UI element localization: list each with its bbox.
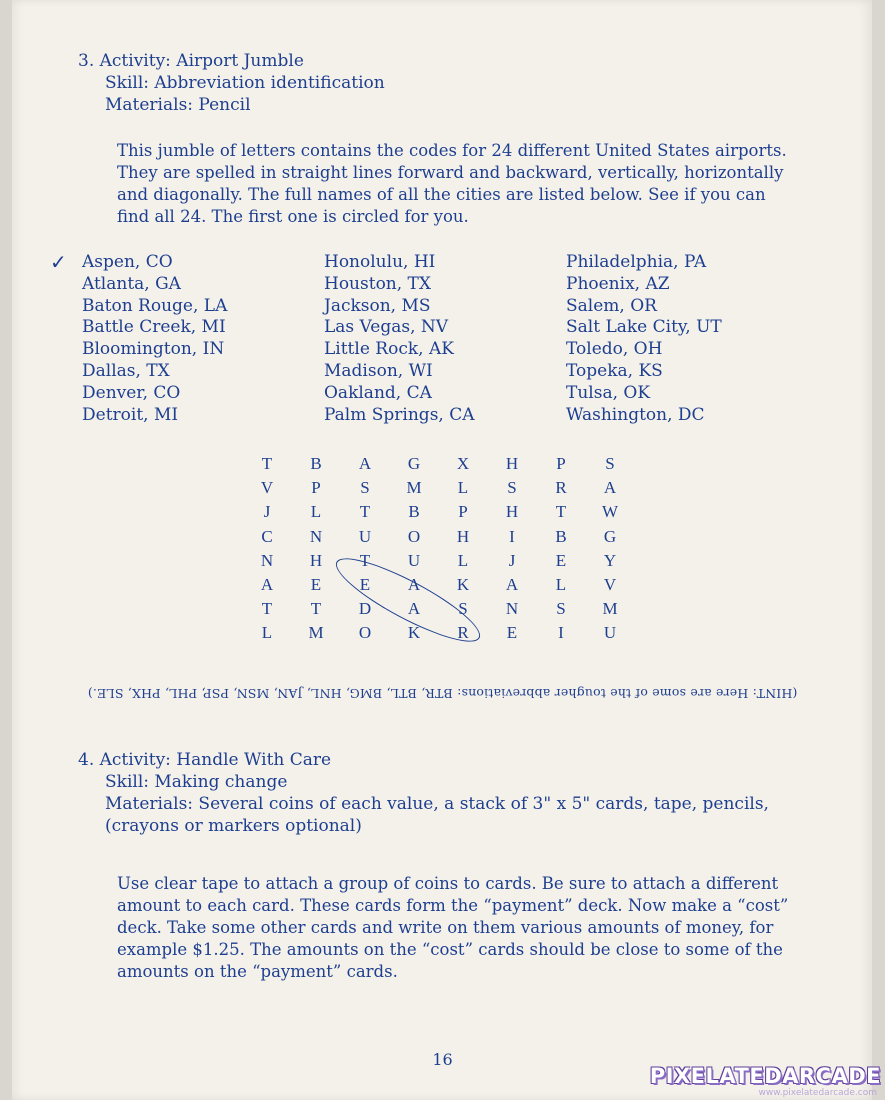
- grid-letter: U: [603, 623, 617, 643]
- grid-letter: T: [555, 502, 567, 522]
- city-item: Palm Springs, CA: [324, 404, 475, 425]
- city-item: Aspen, CO: [82, 252, 173, 272]
- city-item: Dallas, TX: [82, 360, 170, 381]
- grid-letter: P: [458, 502, 468, 522]
- grid-letter: S: [360, 478, 370, 498]
- upside-down-hint: (HINT: Here are some of the tougher abbreviations: BTR, BTL, BMG, HNL, JAN, MSN, PSP, PHL, PHX, SLE.): [87, 686, 798, 701]
- city-item: Oakland, CA: [324, 382, 432, 403]
- city-item: Toledo, OH: [566, 339, 663, 360]
- grid-letter: S: [458, 599, 468, 619]
- grid-letter: I: [509, 526, 515, 546]
- instruction-line: deck. Take some other cards and write on them various amounts of money, for: [117, 918, 774, 937]
- city-column-2: [324, 252, 475, 426]
- grid-letter: E: [359, 575, 371, 594]
- grid-letter: E: [555, 550, 567, 570]
- grid-letter: N: [260, 550, 274, 570]
- grid-letter: V: [603, 575, 617, 594]
- grid-letter: U: [358, 526, 372, 546]
- grid-letter: S: [605, 454, 615, 473]
- instruction-line: amounts on the “payment” cards.: [117, 962, 398, 981]
- city-item: Washington, DC: [566, 404, 705, 425]
- grid-letter: I: [558, 623, 564, 643]
- grid-letter: T: [359, 550, 371, 570]
- grid-letter: C: [261, 526, 273, 546]
- instruction-line: Use clear tape to attach a group of coins to cards. Be sure to attach a different: [117, 874, 779, 893]
- grid-letter: L: [555, 575, 567, 594]
- grid-letter: O: [358, 623, 372, 643]
- grid-letter: S: [507, 478, 517, 498]
- grid-letter: X: [456, 454, 470, 473]
- grid-letter: K: [407, 623, 421, 643]
- grid-letter: G: [603, 526, 617, 546]
- activity-4-materials-cont: (crayons or markers optional): [105, 816, 362, 836]
- grid-letter: H: [505, 502, 519, 522]
- city-item: Salt Lake City, UT: [566, 317, 722, 338]
- grid-letter: D: [358, 599, 372, 619]
- city-item: Jackson, MS: [324, 295, 431, 316]
- grid-letter: A: [358, 454, 372, 473]
- city-item: Bloomington, IN: [82, 339, 225, 360]
- grid-letter: M: [308, 623, 324, 643]
- grid-letter: K: [456, 575, 470, 594]
- city-item: Little Rock, AK: [324, 339, 454, 360]
- grid-letter: A: [407, 575, 421, 594]
- grid-letter: T: [261, 454, 273, 473]
- page-number: 16: [432, 1050, 453, 1069]
- grid-letter: H: [309, 550, 323, 570]
- grid-letter: Y: [603, 550, 617, 570]
- city-item: Detroit, MI: [82, 404, 179, 425]
- grid-letter: V: [260, 478, 274, 498]
- city-item: Baton Rouge, LA: [82, 295, 228, 316]
- instruction-line: example $1.25. The amounts on the “cost” cards should be close to some of the: [117, 940, 783, 959]
- activity-4-title: 4. Activity: Handle With Care: [78, 750, 332, 770]
- grid-letter: N: [505, 599, 519, 619]
- grid-letter: R: [555, 478, 567, 498]
- grid-letter: O: [407, 526, 421, 546]
- grid-letter: B: [555, 526, 567, 546]
- grid-letter: W: [601, 502, 619, 522]
- city-item: Honolulu, HI: [324, 252, 436, 272]
- city-item: Battle Creek, MI: [82, 317, 226, 338]
- city-column-3: [566, 252, 722, 426]
- instruction-line: find all 24. The first one is circled for you.: [117, 207, 469, 226]
- grid-letter: J: [263, 502, 271, 522]
- grid-letter: P: [311, 478, 321, 498]
- city-item: Denver, CO: [82, 382, 181, 403]
- activity-4-header: [78, 749, 769, 837]
- grid-letter: H: [505, 454, 519, 473]
- activity-3-skill: Skill: Abbreviation identification: [105, 73, 385, 93]
- instruction-line: This jumble of letters contains the codes for 24 different United States airports.: [117, 141, 787, 160]
- site-watermark: PIXELATEDARCADE: [649, 1064, 881, 1088]
- activity-3-instructions: [117, 140, 787, 228]
- activity-4-skill: Skill: Making change: [105, 772, 288, 792]
- grid-letter: R: [457, 623, 469, 643]
- city-item: Salem, OR: [566, 295, 657, 316]
- grid-letter: M: [406, 478, 422, 498]
- grid-letter: L: [261, 623, 273, 643]
- grid-letter: B: [408, 502, 420, 522]
- grid-letter: M: [602, 599, 618, 619]
- grid-letter: L: [457, 478, 469, 498]
- grid-letter: A: [260, 575, 274, 594]
- city-item: Phoenix, AZ: [566, 273, 670, 294]
- grid-letter: T: [261, 599, 273, 619]
- site-watermark-url: www.pixelatedarcade.com: [758, 1088, 877, 1098]
- city-item: Madison, WI: [324, 360, 433, 381]
- grid-letter: A: [603, 478, 617, 498]
- city-item: Houston, TX: [324, 273, 431, 294]
- activity-3-title: 3. Activity: Airport Jumble: [78, 51, 304, 71]
- grid-letter: E: [506, 623, 518, 643]
- grid-letter: T: [310, 599, 322, 619]
- activity-4-instructions: [117, 873, 788, 983]
- grid-letter: S: [556, 599, 566, 619]
- grid-letter: H: [456, 526, 470, 546]
- city-item: Tulsa, OK: [566, 382, 651, 403]
- city-column-1: [82, 252, 227, 426]
- instruction-line: They are spelled in straight lines forward and backward, vertically, horizontally: [117, 163, 784, 182]
- grid-letter: J: [508, 550, 516, 570]
- city-item: Las Vegas, NV: [324, 317, 449, 338]
- activity-3-header: [78, 50, 385, 116]
- grid-letter: G: [407, 454, 421, 473]
- city-item: Atlanta, GA: [82, 273, 181, 294]
- grid-letter: U: [407, 550, 421, 570]
- grid-letter: L: [310, 502, 322, 522]
- grid-letter: N: [309, 526, 323, 546]
- grid-letter: L: [457, 550, 469, 570]
- city-item: Topeka, KS: [566, 360, 663, 381]
- grid-letter: A: [505, 575, 519, 594]
- grid-letter: E: [310, 575, 322, 594]
- grid-letter: B: [310, 454, 322, 473]
- instruction-line: amount to each card. These cards form the “payment” deck. Now make a “cost”: [117, 896, 789, 915]
- activity-4-materials: Materials: Several coins of each value, a stack of 3" x 5" cards, tape, pencils,: [105, 794, 769, 814]
- grid-letter: A: [407, 599, 421, 619]
- activity-3-materials: Materials: Pencil: [105, 95, 251, 115]
- grid-letter: P: [556, 454, 566, 473]
- city-item: Philadelphia, PA: [566, 252, 707, 272]
- check-mark-icon: ✓: [50, 250, 67, 274]
- instruction-line: and diagonally. The full names of all the cities are listed below. See if you can: [117, 185, 766, 204]
- grid-letter: T: [359, 502, 371, 522]
